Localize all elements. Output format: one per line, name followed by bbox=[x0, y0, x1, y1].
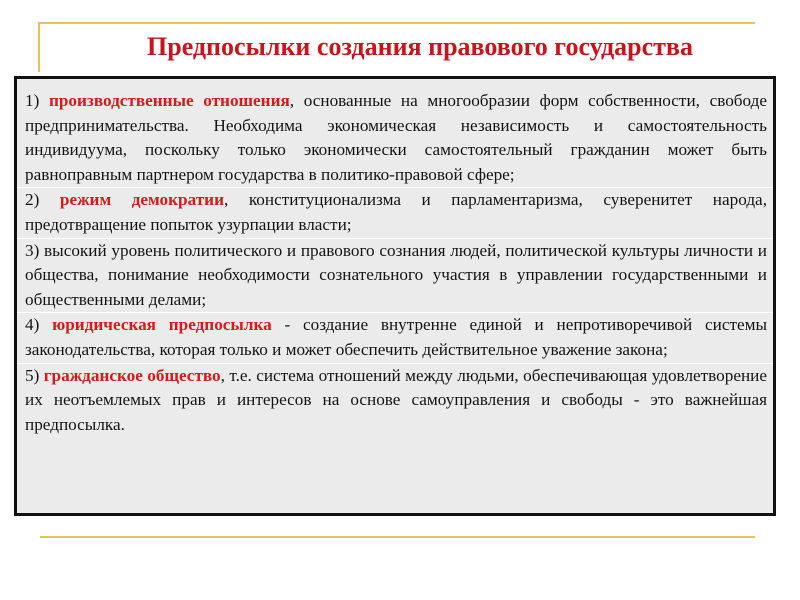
list-item-1 bbox=[25, 89, 767, 187]
item-highlight: гражданское общество bbox=[43, 365, 221, 385]
list-item-2 bbox=[25, 188, 767, 237]
list-item-3 bbox=[25, 239, 767, 313]
list-item-5 bbox=[25, 364, 767, 438]
item-number: 2) bbox=[25, 190, 40, 210]
item-highlight: режим демократии bbox=[59, 190, 224, 210]
item-text: высокий уровень политического и правового сознания людей, политической культуры личности и общества, понимание необходимости сознательного участия в управлении государственными и общественными делами; bbox=[25, 240, 768, 309]
item-text: - создание внутренне единой и непротиворечивой системы законодательства, которая только и может обеспечить действительное уважение закона; bbox=[25, 315, 768, 359]
content-box bbox=[14, 76, 776, 516]
bottom-decorative-rule bbox=[40, 536, 755, 538]
item-highlight: юридическая предпосылка bbox=[52, 315, 272, 335]
top-decorative-rule bbox=[40, 22, 755, 24]
item-number: 3) bbox=[25, 240, 40, 260]
list-item-4 bbox=[25, 313, 767, 362]
item-text: , основанные на многообразии форм собственности, свободе предпринимательства. Необходима экономическая независимость и самостоятельность индивидуума, поскольку только экономически самостоятельный гражданин может быть равноправным партнером государства в политико-правовой сфере; bbox=[25, 91, 768, 184]
item-text: , т.е. система отношений между людьми, обеспечивающая удовлетворение их неотъемлемых прав и интересов на основе самоуправления и свободы - это важнейшая предпосылка. bbox=[25, 365, 767, 434]
item-text: , конституционализма и парламентаризма, суверенитет народа, предотвращение попыток узурпации власти; bbox=[25, 190, 767, 234]
item-number: 1) bbox=[25, 91, 40, 110]
item-number: 4) bbox=[25, 315, 40, 335]
slide-title: Предпосылки создания правового государства bbox=[147, 32, 693, 61]
item-highlight: производственные отношения bbox=[48, 91, 290, 110]
item-number: 5) bbox=[25, 365, 40, 385]
